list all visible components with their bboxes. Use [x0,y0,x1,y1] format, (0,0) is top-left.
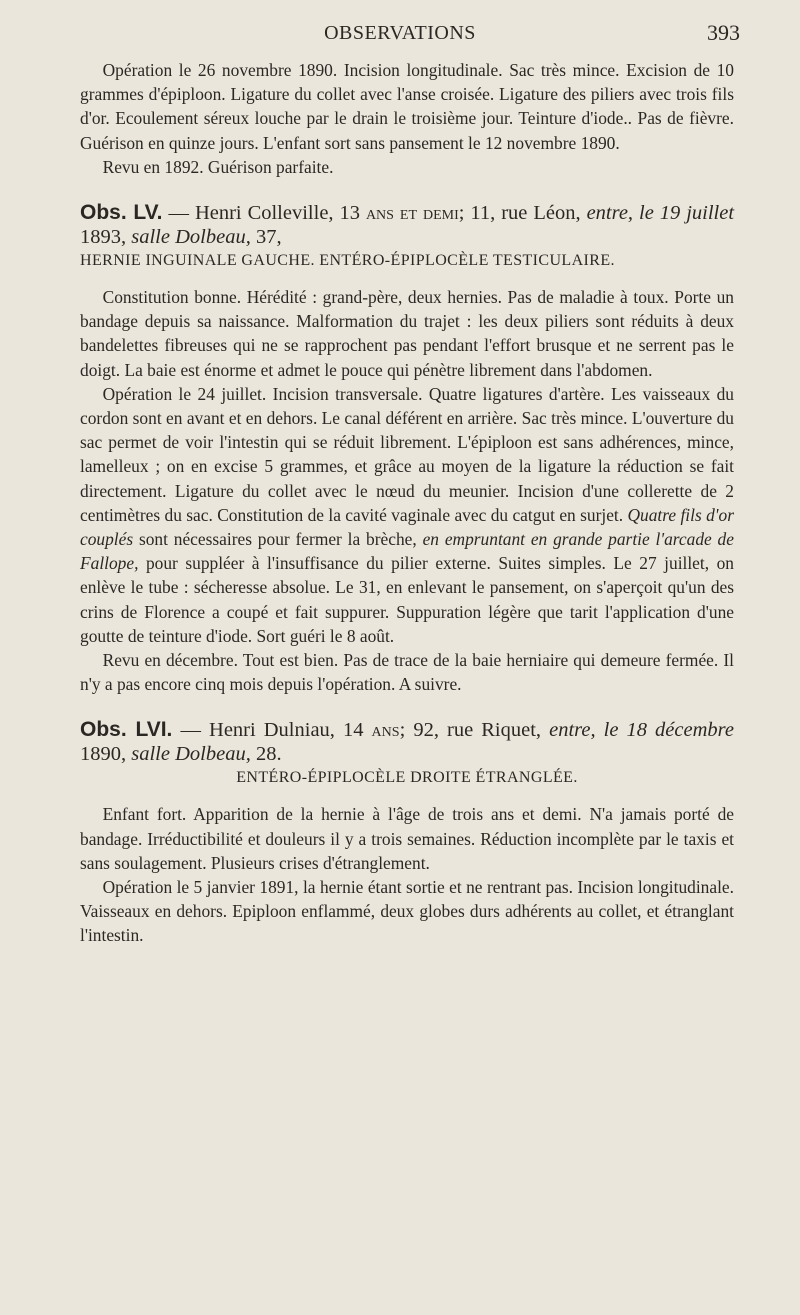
obs-56-paragraph-1: Enfant fort. Apparition de la hernie à l'âge de trois ans et demi. N'a jamais porté de bandage. Irréductibilité et douleurs il y a trois semaines. Réduction incomplète par le taxis et sans soulagement. Plusieurs crises d'étranglement. [80,804,734,873]
obs-55-heading: Obs. LV. — Henri Colleville, 13 ans et demi; 11, rue Léon, entre, le 19 juillet 1893, salle Dolbeau, 37, [80,201,735,249]
obs-55-p2-italic-2: en empruntant en grande partie l'arcade de Fallope, [80,529,734,574]
obs-55-year: 1893, [80,226,127,249]
obs-55-paragraph-1: Constitution bonne. Hérédité : grand-père, deux hernies. Pas de maladie à toux. Porte un bandage depuis sa naissance. Malformation du trajet : les deux piliers sont réduits à deux bandelettes fibreuses qui ne se rapprochent pas pendant l'effort brusque et ne serrent pas le doigt. La baie est énorme et admet le pouce qui pénètre librement dans l'abdomen. [80,287,734,380]
obs-56-year: 1890, [80,743,127,766]
obs-55-p2-italic-1: Quatre fils d'or couplés [80,504,734,550]
obs-56-dash: — [180,719,201,742]
obs-55-name: Henri Colleville, [194,202,334,225]
obs-55-entry-date: entre, le 19 juillet [586,202,735,225]
obs-56-heading [80,718,734,766]
obs-55-p2-part-a: Opération le 24 juillet. Incision transversale. Quatre ligatures d'artère. Les vaisseaux du cordon sont en avant et en dehors. Le canal déférent en arrière. Sac très mince. L'ouverture du sac permet de voir l'intestin qui se réduit librement. L'épiploon est sans adhérences, mince, lamelleux ; on en excise 5 grammes, et grâce au moyen de la ligature la réduction se fait directement. Ligature du collet avec le nœud du meunier. Incision d'une collerette de 2 centimètres du sac. Constitution de la cavité vaginale avec du catgut en surjet. [80,383,734,525]
page-header [60,20,740,50]
obs-55-label: Obs. LV. [80,201,163,225]
obs-55-address: 11, rue Léon, [470,202,581,225]
obs-56-age: 14 ans [342,719,400,742]
obs-55-room: salle Dolbeau, [131,226,251,249]
obs-55-bed: 37, [255,226,282,249]
obs-55-paragraph-3: Revu en décembre. Tout est bien. Pas de trace de la baie herniaire qui demeure fermée. Il n'y a pas encore cinq mois depuis l'opération. A suivre. [80,650,734,695]
intro-followup: Revu en 1892. Guérison parfaite. [102,156,334,177]
obs-56-room: salle Dolbeau, [131,743,251,766]
obs-56-diagnosis: ENTÉRO-ÉPIPLOCÈLE DROITE ÉTRANGLÉE. [236,769,578,787]
obs-55-p2-part-b: sont nécessaires pour fermer la brèche, [138,529,417,550]
obs-55-diagnosis: HERNIE INGUINALE GAUCHE. ENTÉRO-ÉPIPLOCÈLE TESTICULAIRE. [80,252,615,270]
page-number: 393 [707,20,740,45]
obs-56-label: Obs. LVI. [80,718,173,742]
obs-56-address: ; 92, rue Riquet, [399,719,542,742]
obs-56-paragraph-2: Opération le 5 janvier 1891, la hernie étant sortie et ne rentrant pas. Incision longitudinale. Vaisseaux en dehors. Epiploon enflammé, deux globes durs adhérents au collet, et étranglant l'intestin. [80,877,734,946]
intro-paragraph: Opération le 26 novembre 1890. Incision longitudinale. Sac très mince. Excision de 10 grammes d'épiploon. Ligature du collet avec l'anse croisée. Ligature des piliers avec trois fils d'or. Ecoulement séreux louche par le drain le troisième jour. Teinture d'iode.. Pas de fièvre. Guérison en quinze jours. L'enfant sort sans pansement le 12 novembre 1890. [80,60,734,153]
obs-55-p2-part-c: pour suppléer à l'insuffisance du pilier externe. Suites simples. Le 27 juillet, on enlève le tube : sécheresse absolue. Le 31, en enlevant le pansement, on s'aperçoit qu'un des crins de Florence a coupé et fait suppurer. Suppuration légère que tarit l'application d'une goutte de teinture d'iode. Sort guéri le 8 août. [80,553,734,646]
obs-56-entry-date: entre, le 18 décembre [549,719,734,742]
obs-56-name: Henri Dulniau, [209,719,335,742]
obs-56-bed: 28. [255,743,282,766]
obs-55-paragraph-2 [80,382,734,648]
obs-55-age: 13 ans et demi [339,202,459,225]
running-title: OBSERVATIONS [324,22,476,44]
obs-55-dash: — [168,202,189,225]
page-body [80,58,734,948]
